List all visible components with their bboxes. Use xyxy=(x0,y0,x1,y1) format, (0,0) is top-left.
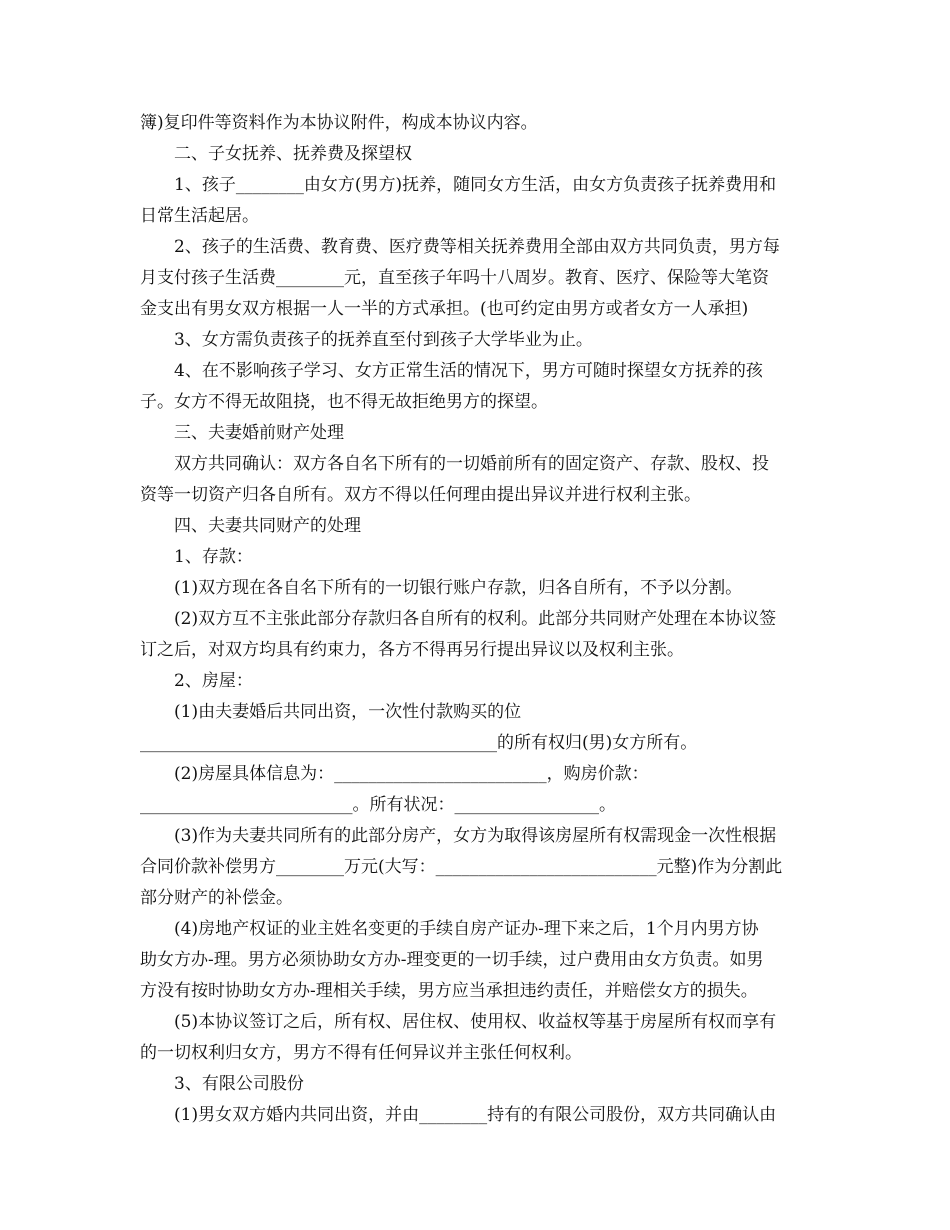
section-heading: 二、子女抚养、抚养费及探望权 xyxy=(174,144,412,164)
text-line: 1、孩子________由女方(男方)抚养，随同女方生活，由女方负责孩子抚养费用和 xyxy=(174,175,777,195)
text-line: 部分财产的补偿金。 xyxy=(140,888,293,908)
text-line: (1)由夫妻婚后共同出资，一次性付款购买的位 xyxy=(174,702,522,722)
text-line: __________________________________________的所有权归(男)女方所有。 xyxy=(140,733,698,753)
section-heading: 3、有限公司股份 xyxy=(174,1074,304,1094)
text-line: 2、房屋： xyxy=(174,671,253,691)
text-line: _________________________。所有状况：_________________。 xyxy=(140,795,616,815)
text-line: (5)本协议签订之后，所有权、居住权、使用权、收益权等基于房屋所有权而享有 xyxy=(174,1012,777,1032)
text-line: 金支出有男女双方根据一人一半的方式承担。(也可约定由男方或者女方一人承担) xyxy=(140,299,749,319)
text-line: 订之后，对双方均具有约束力，各方不得再另行提出异议以及权利主张。 xyxy=(140,640,684,660)
text-line: 月支付孩子生活费________元，直至孩子年吗十八周岁。教育、医疗、保险等大笔资 xyxy=(140,268,769,288)
text-line: 合同价款补偿男方________万元(大写：__________________________元整)作为分割此 xyxy=(140,857,783,877)
text-line: (1)双方现在各自名下所有的一切银行账户存款，归各自所有，不予以分割。 xyxy=(174,578,743,598)
text-line: (2)双方互不主张此部分存款归各自所有的权利。此部分共同财产处理在本协议签 xyxy=(174,609,777,629)
text-line: 的一切权利归女方，男方不得有任何异议并主张任何权利。 xyxy=(140,1043,582,1063)
text-line: 方没有按时协助女方办-理相关手续，男方应当承担违约责任，并赔偿女方的损失。 xyxy=(140,981,758,1001)
text-line: 3、女方需负责孩子的抚养直至付到孩子大学毕业为止。 xyxy=(174,330,593,350)
text-line: 日常生活起居。 xyxy=(140,206,259,226)
text-line: 簿)复印件等资料作为本协议附件，构成本协议内容。 xyxy=(140,113,538,133)
text-line: 子。女方不得无故阻挠，也不得无故拒绝男方的探望。 xyxy=(140,392,548,412)
text-line: 4、在不影响孩子学习、女方正常生活的情况下，男方可随时探望女方抚养的孩 xyxy=(174,361,763,381)
text-line: (1)男女双方婚内共同出资，并由________持有的有限公司股份，双方共同确认由 xyxy=(174,1105,777,1125)
text-line: (4)房地产权证的业主姓名变更的手续自房产证办-理下来之后，1个月内男方协 xyxy=(174,919,759,939)
text-line: 双方共同确认：双方各自名下所有的一切婚前所有的固定资产、存款、股权、投 xyxy=(174,454,769,474)
section-heading: 四、夫妻共同财产的处理 xyxy=(174,516,361,536)
text-line: (2)房屋具体信息为：_________________________，购房价款： xyxy=(174,764,649,784)
text-line: 助女方办-理。男方必须协助女方办-理变更的一切手续，过户费用由女方负责。如男 xyxy=(140,950,764,970)
text-line: 资等一切资产归各自所有。双方不得以任何理由提出异议并进行权利主张。 xyxy=(140,485,701,505)
section-heading: 三、夫妻婚前财产处理 xyxy=(174,423,344,443)
text-line: 2、孩子的生活费、教育费、医疗费等相关抚养费用全部由双方共同负责，男方每 xyxy=(174,237,780,257)
text-line: (3)作为夫妻共同所有的此部分房产，女方为取得该房屋所有权需现金一次性根据 xyxy=(174,826,777,846)
text-line: 1、存款： xyxy=(174,547,253,567)
